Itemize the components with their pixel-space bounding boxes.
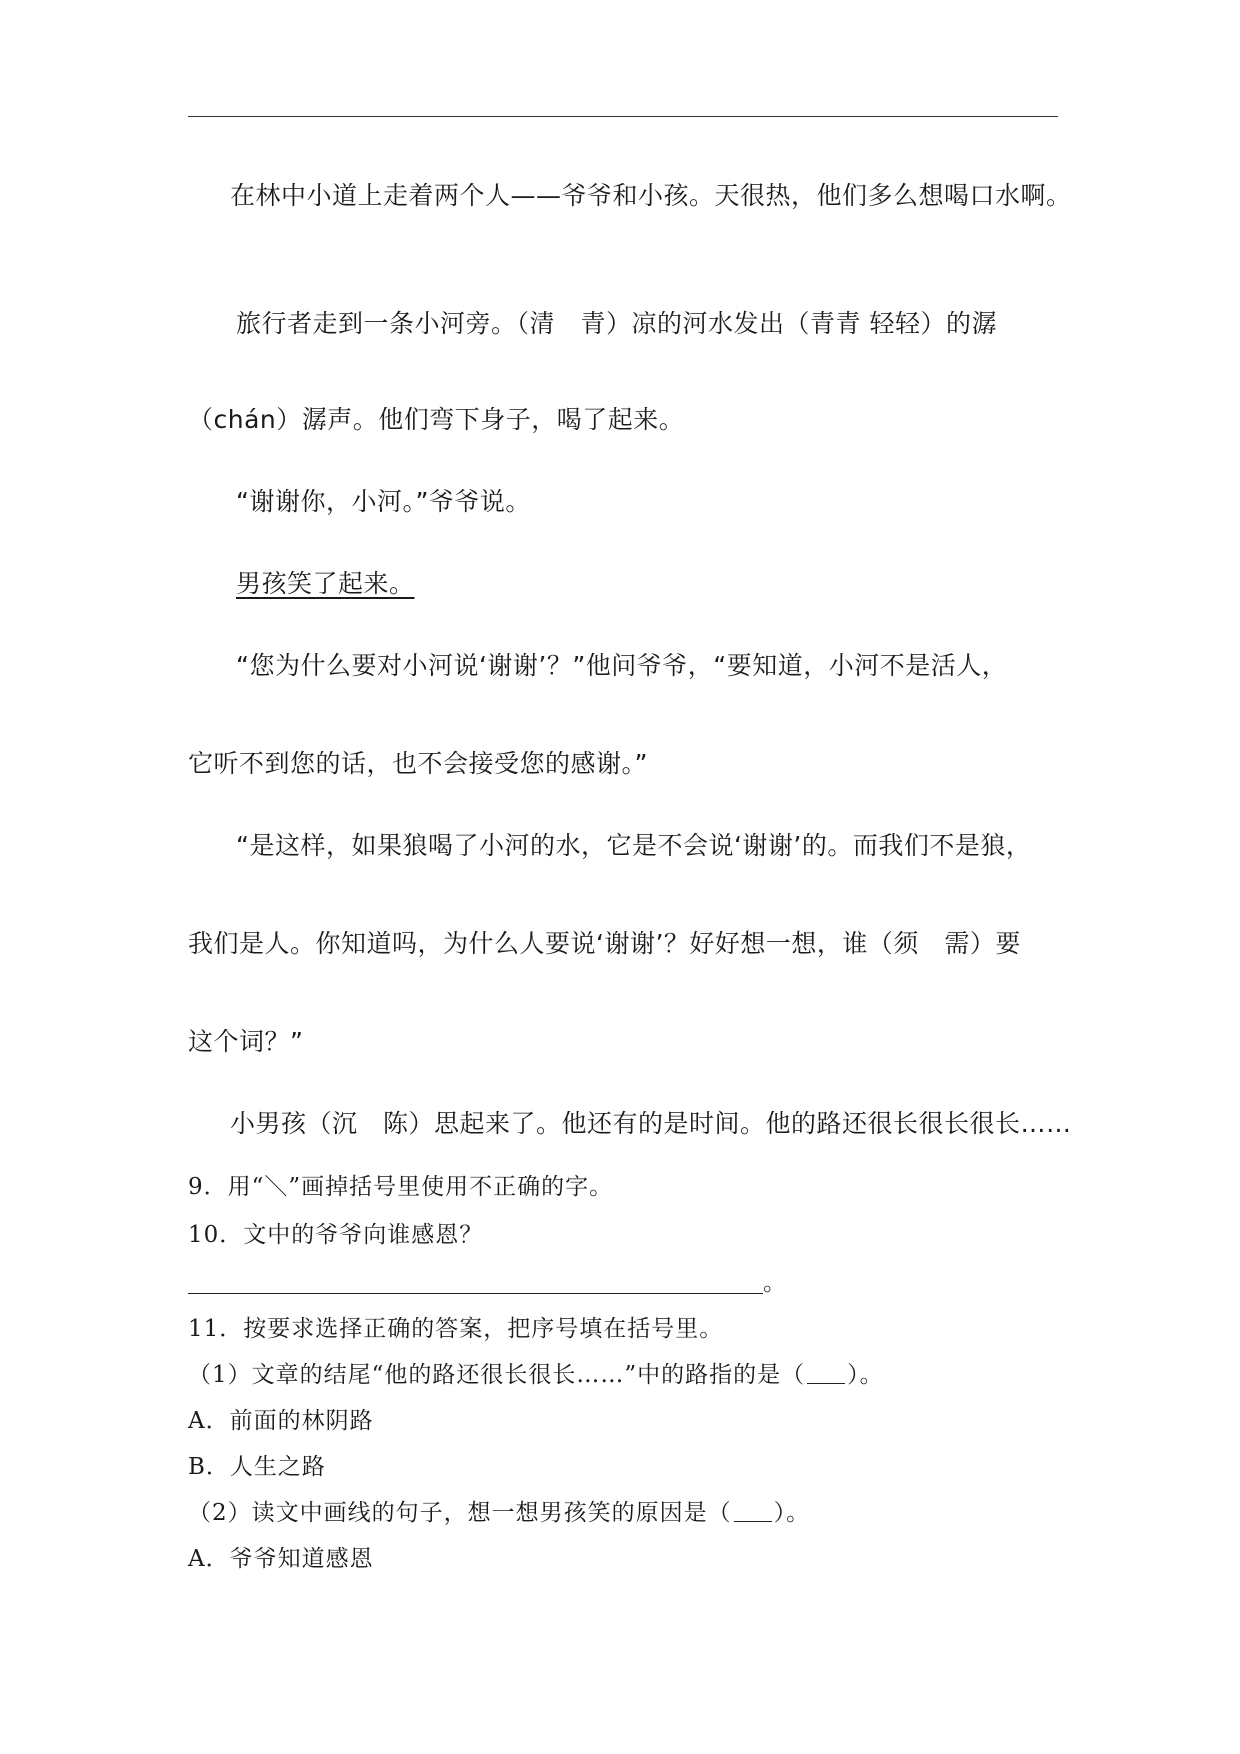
passage-paragraph-6-line-2: 我们是人。你知道吗，为什么人要说‘谢谢’？好好想一想，谁（须 需）要: [188, 929, 1021, 958]
passage-paragraph-2-line-1: 旅行者走到一条小河旁。（清 青）凉的河水发出（青青 轻轻）的潺: [236, 309, 997, 338]
question-11-2-blank[interactable]: [734, 1521, 772, 1522]
question-11-2: [188, 1500, 810, 1528]
passage-paragraph-5-line-2: 它听不到您的话，也不会接受您的感谢。”: [188, 749, 648, 778]
answer-blank-line[interactable]: [188, 1293, 763, 1294]
passage-paragraph-1: 在林中小道上走着两个人——爷爷和小孩。天很热，他们多么想喝口水啊。: [230, 181, 1072, 210]
question-11-1-blank[interactable]: [807, 1383, 845, 1384]
answer-period: 。: [763, 1270, 787, 1296]
question-11-2-close: ）。: [773, 1500, 811, 1526]
question-10: 10．文中的爷爷向谁感恩？: [188, 1222, 484, 1248]
passage-paragraph-6-line-3: 这个词？”: [188, 1027, 304, 1056]
passage-paragraph-6-line-1: “是这样，如果狼喝了小河的水，它是不会说‘谢谢’的。而我们不是狼，: [236, 831, 1032, 860]
header-rule: [188, 116, 1058, 117]
question-11-2-option-a: A．爷爷知道感恩: [188, 1546, 374, 1572]
passage-paragraph-3: “谢谢你，小河。”爷爷说。: [236, 487, 531, 516]
question-11-1-option-a: A．前面的林阴路: [188, 1408, 374, 1434]
question-11-1-prompt: （1）文章的结尾“他的路还很长很长……”中的路指的是（: [188, 1362, 806, 1388]
question-11-1-close: ）。: [847, 1362, 884, 1388]
question-11: 11．按要求选择正确的答案，把序号填在括号里。: [188, 1316, 724, 1342]
question-11-2-prompt: （2）读文中画线的句子，想一想男孩笑的原因是（: [188, 1500, 732, 1526]
passage-paragraph-5-line-1: “您为什么要对小河说‘谢谢’？”他问爷爷，“要知道，小河不是活人，: [236, 651, 1008, 680]
question-10-answer: [188, 1270, 787, 1298]
passage-paragraph-7: 小男孩（沉 陈）思起来了。他还有的是时间。他的路还很长很长很长……: [230, 1109, 1072, 1138]
question-9: 9．用“＼”画掉括号里使用不正确的字。: [188, 1174, 614, 1200]
passage-paragraph-2-line-2: （chán）潺声。他们弯下身子，喝了起来。: [188, 405, 685, 434]
underlined-sentence: 男孩笑了起来。: [236, 569, 415, 598]
question-11-1: [188, 1362, 884, 1390]
question-11-1-option-b: B．人生之路: [188, 1454, 326, 1480]
